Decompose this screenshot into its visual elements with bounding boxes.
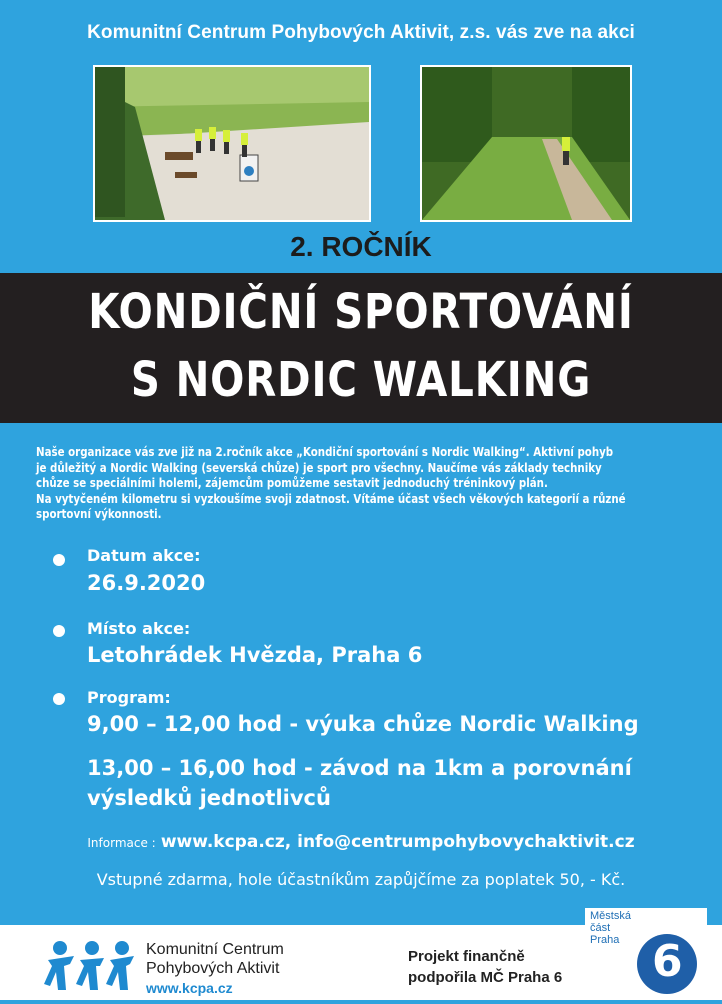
- bullet-icon: [53, 554, 65, 566]
- org-name: [146, 940, 284, 978]
- funding-line-2: podpořila MČ Praha 6: [408, 969, 563, 986]
- place-value: Letohrádek Hvězda, Praha 6: [87, 643, 423, 667]
- bullet-icon: [53, 693, 65, 705]
- intro-line: Na vytyčeném kilometru si vyzkoušíme svoji zdatnost. Vítáme účast všech věkových kategorií a různé: [36, 490, 626, 506]
- funding-line-1: Projekt finančně: [408, 948, 525, 965]
- org-name-line-2: Pohybových Aktivit: [146, 960, 280, 977]
- program-item-1: 9,00 – 12,00 hod - výuka chůze Nordic Walking: [87, 712, 639, 736]
- org-website-link[interactable]: www.kcpa.cz: [146, 980, 233, 996]
- intro-paragraph: [36, 444, 688, 522]
- photo-walkers-path: [93, 65, 371, 222]
- praha6-line-2: část: [590, 922, 611, 934]
- contact-row: [0, 832, 722, 852]
- intro-line: sportovní výkonnosti.: [36, 506, 162, 522]
- kcpa-logo-icon: [40, 938, 136, 994]
- kcpa-logo: [40, 938, 136, 994]
- date-label: Datum akce:: [87, 546, 201, 565]
- org-name-line-1: Komunitní Centrum: [146, 941, 284, 958]
- praha6-line-1: Městská: [590, 910, 631, 922]
- contact-label: Informace :: [87, 836, 156, 850]
- photo-walkers-path-image: [95, 67, 369, 220]
- intro-line: Naše organizace vás zve již na 2.ročník akce „Kondiční sportování s Nordic Walking“. Aktivní pohyb: [36, 444, 614, 459]
- event-title-line-1: KONDIČNÍ SPORTOVÁNÍ: [88, 284, 634, 340]
- invite-heading: Komunitní Centrum Pohybových Aktivit, z.s. vás zve na akci: [87, 22, 635, 43]
- photo-walker-alley-image: [422, 67, 630, 220]
- praha6-number: 6: [652, 936, 683, 987]
- program-label: Program:: [87, 688, 171, 707]
- contact-links[interactable]: www.kcpa.cz, info@centrumpohybovychaktivit.cz: [160, 832, 635, 852]
- intro-line: je důležitý a Nordic Walking (severská chůze) je sport pro všechny. Naučíme vás základy techniky: [36, 459, 602, 475]
- edition-label: 2. ROČNÍK: [290, 231, 432, 262]
- entry-fee-note: Vstupné zdarma, hole účastníkům zapůjčíme za poplatek 50, - Kč.: [96, 870, 626, 889]
- place-label: Místo akce:: [87, 619, 191, 638]
- praha6-logo-text: [590, 910, 631, 946]
- event-title-line-2: S NORDIC WALKING: [130, 352, 592, 408]
- date-value: 26.9.2020: [87, 571, 206, 595]
- praha6-line-3: Praha: [590, 934, 620, 946]
- bullet-icon: [53, 625, 65, 637]
- program-item-2: 13,00 – 16,00 hod - závod na 1km a porovnání: [87, 756, 632, 780]
- funding-note: [408, 946, 562, 988]
- intro-line: chůze se speciálními holemi, zájemcům pomůžeme sestavit jednoduchý tréninkový plán.: [36, 475, 548, 491]
- program-item-2-continued: výsledků jednotlivců: [87, 786, 331, 810]
- photo-walker-alley: [420, 65, 632, 222]
